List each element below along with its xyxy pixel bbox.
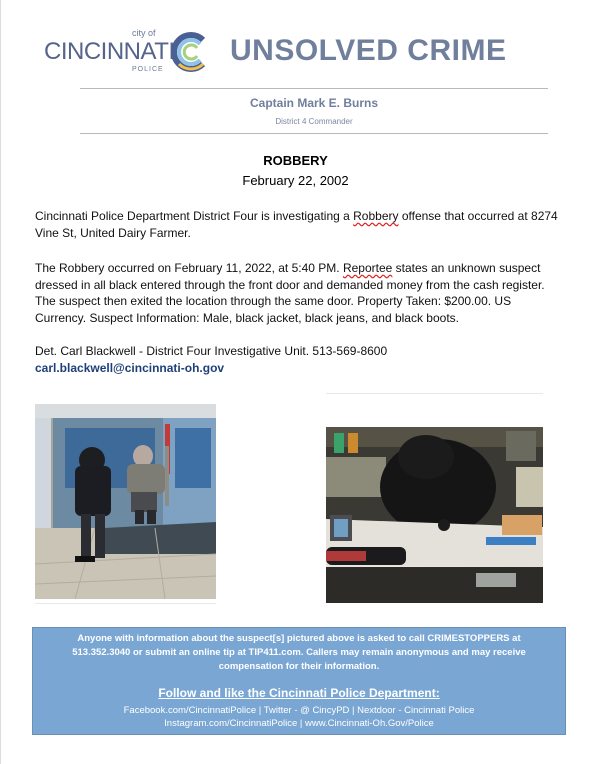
surveillance-photo-entrance	[35, 404, 216, 599]
paragraph-details	[35, 260, 565, 326]
photo2-overline	[326, 393, 543, 394]
logo-police: POLICE	[132, 66, 164, 73]
crime-type: ROBBERY	[263, 153, 328, 168]
logo-city-of: city of	[132, 28, 156, 38]
p1-text-a: Cincinnati Police Department District Four is investigating a	[35, 209, 354, 223]
captain-role: District 4 Commander	[275, 117, 353, 126]
photo1-underline	[35, 603, 216, 604]
banner-social-links	[33, 704, 565, 730]
banner-crimestoppers-text: Anyone with information about the suspect[s] pictured above is asked to call CRIMESTOPPERS at 513.352.3040 or submit an online tip at TIP411.com. Callers may remain anonymous and may receive compensation for their information.	[72, 633, 526, 672]
p1-flagged-word: Robbery	[353, 209, 399, 223]
p2-text-b: states an unknown suspect dressed in all black entered through the front door and demanded money from the cash register. The suspect then exited the location through the same door. Property Taken: $200.00. US Currency. Suspect Information: Male, black jacket, black jeans, and black boots.	[35, 261, 545, 325]
logo-c-mark-icon	[167, 30, 211, 74]
page-title: UNSOLVED CRIME	[230, 34, 507, 67]
banner-follow-heading[interactable]: Follow and like the Cincinnati Police Department:	[158, 686, 440, 700]
captain-name: Captain Mark E. Burns	[249, 96, 379, 110]
divider-top	[80, 88, 548, 89]
paragraph-investigation	[35, 208, 565, 241]
surveillance-photo-register	[326, 427, 543, 603]
contact-email: carl.blackwell@cincinnati-oh.gov	[35, 360, 225, 375]
p2-text-a: The Robbery occurred on February 11, 2022, at 5:40 PM.	[35, 261, 343, 275]
paragraph-contact	[35, 343, 565, 376]
p1-text-b: offense that occurred at 8274 Vine St, United Dairy Farmer.	[35, 209, 558, 240]
cincinnati-police-logo	[44, 26, 214, 80]
crime-date: February 22, 2002	[242, 173, 349, 188]
page-edge	[0, 0, 1, 764]
logo-city-name: CINCINNATI	[44, 38, 175, 65]
crimestoppers-banner	[32, 627, 566, 735]
p2-flagged-word: Reportee	[342, 261, 393, 275]
contact-line: Det. Carl Blackwell - District Four Investigative Unit. 513-569-8600	[35, 344, 388, 358]
header	[40, 24, 560, 84]
social-links-line2[interactable]: Instagram.com/CincinnatiPolice | www.Cincinnati-Oh.Gov/Police	[164, 718, 434, 729]
divider-bottom	[80, 133, 548, 134]
social-links-line1[interactable]: Facebook.com/CincinnatiPolice | Twitter - @ CincyPD | Nextdoor - Cincinnati Police	[123, 705, 475, 716]
